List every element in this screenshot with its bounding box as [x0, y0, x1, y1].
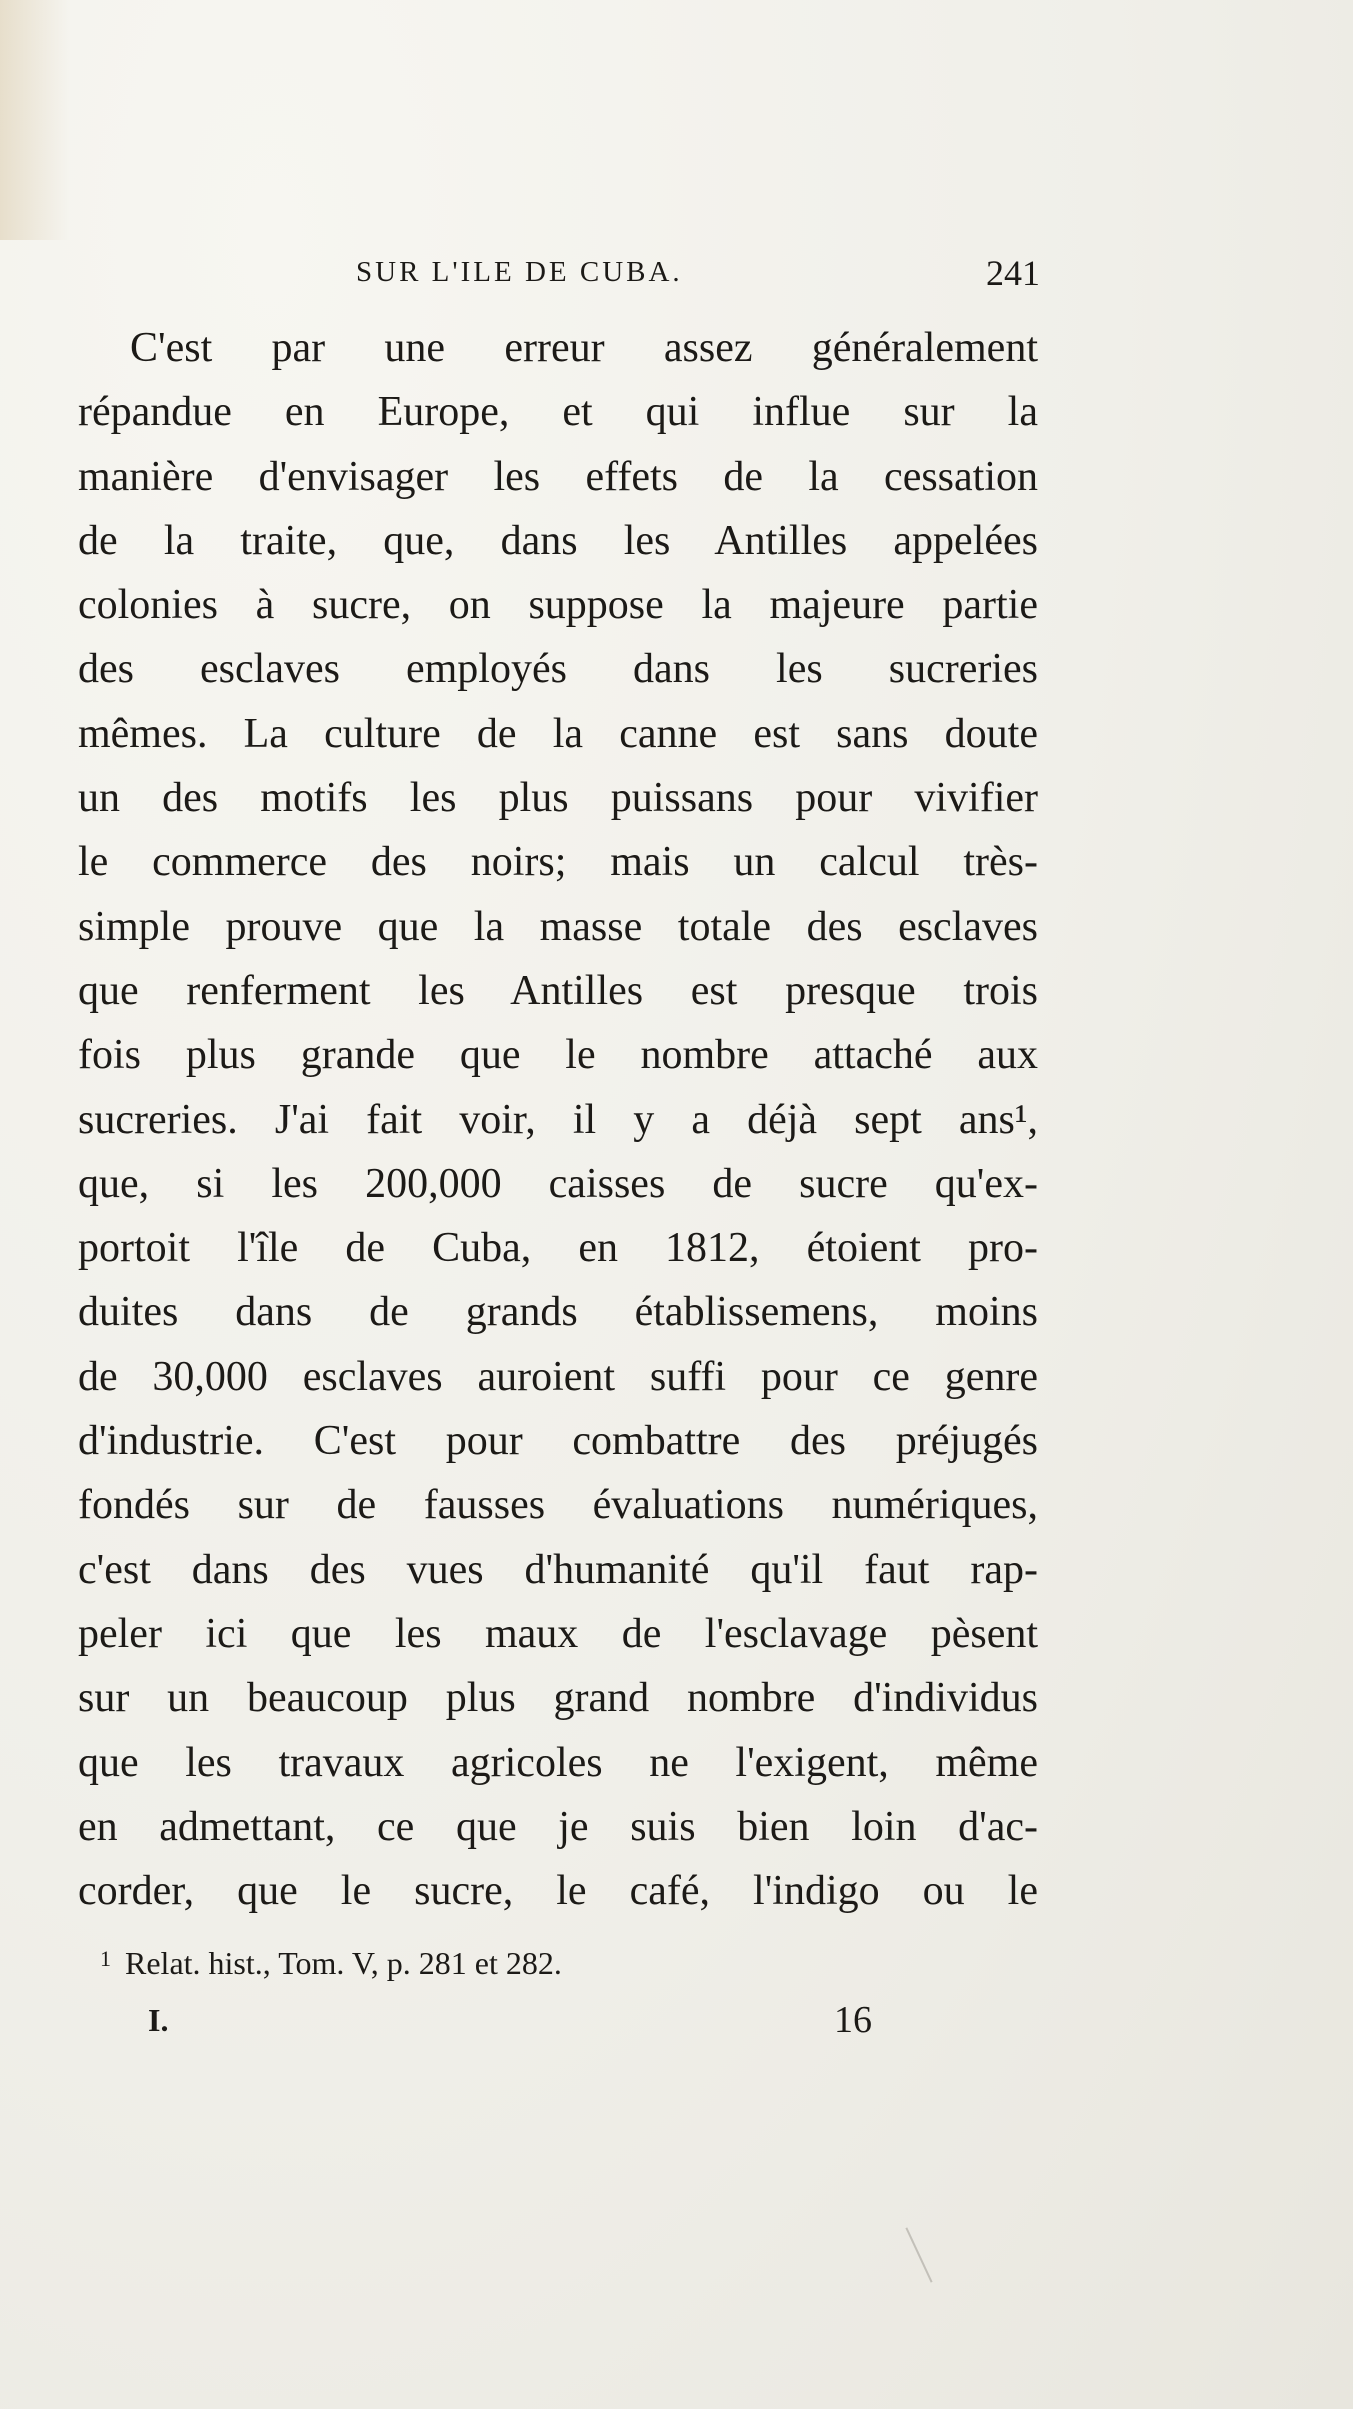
text-line: en admettant, ce que je suis bien loin d'ac-: [78, 1803, 1038, 1850]
text-line: de la traite, que, dans les Antilles appelées: [78, 517, 1038, 564]
footnote-mark: 1: [100, 1946, 111, 1971]
text-line: de 30,000 esclaves auroient suffi pour ce genre: [78, 1353, 1038, 1400]
text-line: sucreries. J'ai fait voir, il y a déjà sept ans¹,: [78, 1096, 1038, 1143]
signature-number: 16: [834, 1999, 872, 2041]
text-line: un des motifs les plus puissans pour vivifier: [78, 775, 1038, 822]
footnote-text: Relat. hist., Tom. V, p. 281 et 282.: [125, 1945, 562, 1981]
text-line: C'est par une erreur assez généralement: [130, 325, 1038, 371]
text-line: que les travaux agricoles ne l'exigent, même: [78, 1739, 1038, 1786]
page-number: 241: [986, 253, 1040, 293]
text-line: colonies à sucre, on suppose la majeure partie: [78, 582, 1038, 629]
text-line: le commerce des noirs; mais un calcul très-: [78, 839, 1038, 886]
running-title: SUR L'ILE DE CUBA.: [356, 256, 683, 288]
main-text: [78, 316, 1038, 1923]
paper-crease: [905, 2227, 932, 2282]
text-line: simple prouve que la masse totale des esclaves: [78, 903, 1038, 950]
text-line: peler ici que les maux de l'esclavage pèsent: [78, 1610, 1038, 1657]
text-line: mêmes. La culture de la canne est sans doute: [78, 710, 1038, 757]
text-line: portoit l'île de Cuba, en 1812, étoient pro-: [78, 1225, 1038, 1272]
text-line: manière d'envisager les effets de la cessation: [78, 453, 1038, 500]
text-line: des esclaves employés dans les sucreries: [78, 646, 1038, 693]
page-header: [350, 252, 1040, 298]
text-line: que, si les 200,000 caisses de sucre qu'ex-: [78, 1160, 1038, 1207]
text-line: d'industrie. C'est pour combattre des préjugés: [78, 1418, 1038, 1465]
text-line: que renferment les Antilles est presque trois: [78, 967, 1038, 1014]
signature-mark: I.: [148, 2002, 169, 2038]
text-line: duites dans de grands établissemens, moins: [78, 1289, 1038, 1336]
text-line: corder, que le sucre, le café, l'indigo ou le: [78, 1868, 1038, 1915]
text-line: c'est dans des vues d'humanité qu'il faut rap-: [78, 1546, 1038, 1593]
paper-stain: [0, 0, 70, 240]
text-line: fois plus grande que le nombre attaché aux: [78, 1032, 1038, 1079]
text-line: sur un beaucoup plus grand nombre d'individus: [78, 1675, 1038, 1722]
text-line: fondés sur de fausses évaluations numériques,: [78, 1482, 1038, 1529]
footnote: [100, 1945, 800, 1982]
text-line: répandue en Europe, et qui influe sur la: [78, 389, 1038, 436]
